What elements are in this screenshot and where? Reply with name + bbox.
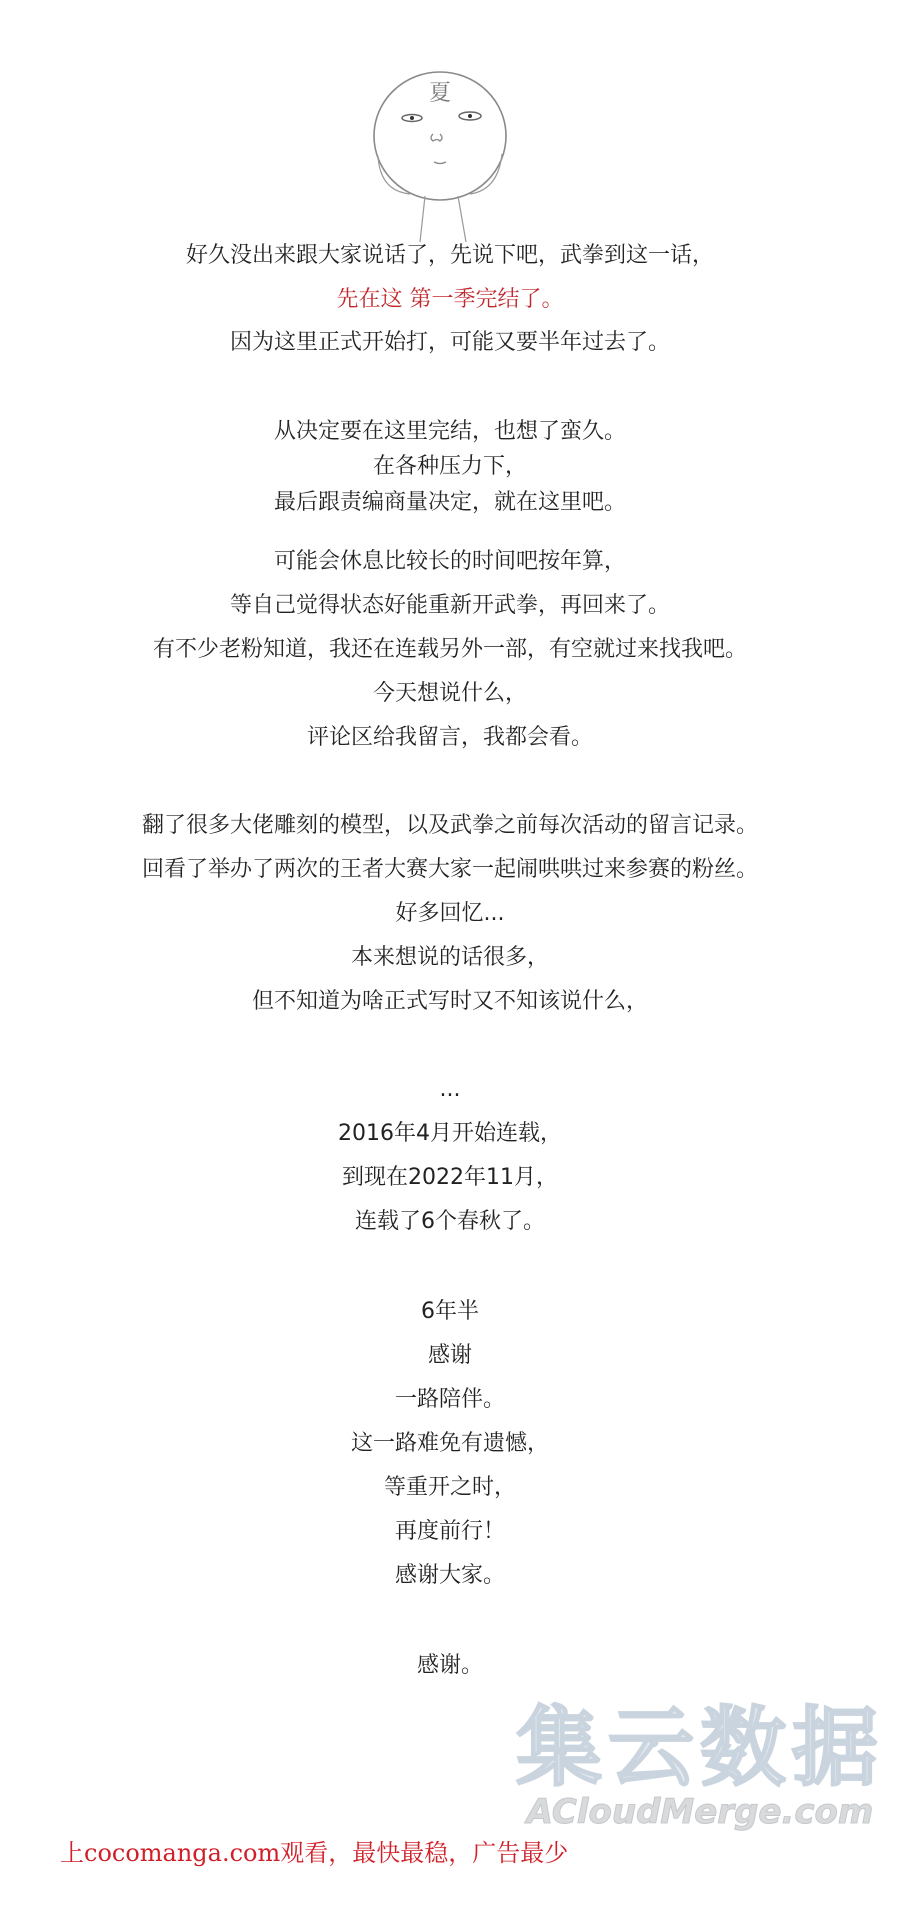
paragraph-line: 再度前行！ [394, 1519, 505, 1544]
paragraph-line: 好多回忆... [395, 901, 505, 926]
paragraph-line: 2016年4月开始连载， [338, 1121, 562, 1146]
watermark-title: 集云数据 [516, 1698, 884, 1798]
closing-line: 感谢。 [416, 1653, 483, 1678]
paragraph-line: 好久没出来跟大家说话了，先说下吧，武拳到这一话， [185, 243, 714, 268]
paragraph-line: 但不知道为啥正式写时又不知该说什么， [251, 989, 648, 1014]
paragraph-line: 感谢大家。 [394, 1563, 505, 1588]
paragraph-line: 等重开之时， [383, 1475, 516, 1500]
paragraph-line: 到现在2022年11月， [342, 1165, 558, 1190]
paragraph-line: 最后跟责编商量决定，就在这里吧。 [273, 490, 626, 515]
paragraph-line: 因为这里正式开始打，可能又要半年过去了。 [229, 330, 670, 355]
paragraph-line: 本来想说的话很多， [350, 945, 549, 970]
paragraph-line: 从决定要在这里完结，也想了蛮久。 [273, 419, 626, 444]
paragraph-line: 可能会休息比较长的时间吧按年算， [273, 549, 626, 574]
paragraph-line: 感谢 [427, 1343, 472, 1368]
watermark-subtitle: ACloudMerge.com [526, 1792, 874, 1832]
paragraph-line: 评论区给我留言，我都会看。 [306, 725, 593, 750]
ellipsis-line: ... [439, 1077, 461, 1102]
paragraph-line: 今天想说什么， [372, 681, 527, 706]
doodle-label: 夏 [428, 81, 452, 106]
footer-ad-link[interactable]: 上cocomanga.com观看，最快最稳，广告最少 [60, 1839, 569, 1867]
paragraph-line: 这一路难免有遗憾， [350, 1431, 549, 1456]
highlight-line: 先在这 第一季完结了。 [336, 287, 564, 312]
watermark-logo [510, 1700, 890, 1830]
doodle-face-icon [370, 66, 510, 246]
paragraph-line: 回看了举办了两次的王者大赛大家一起闹哄哄过来参赛的粉丝。 [141, 857, 758, 882]
paragraph-line: 6年半 [421, 1299, 479, 1324]
paragraph-line: 一路陪伴。 [394, 1387, 505, 1412]
paragraph-line: 等自己觉得状态好能重新开武拳，再回来了。 [229, 593, 670, 618]
paragraph-line: 翻了很多大佬雕刻的模型，以及武拳之前每次活动的留言记录。 [141, 813, 758, 838]
paragraph-line: 在各种压力下， [372, 454, 527, 479]
paragraph-line: 连载了6个春秋了。 [355, 1209, 545, 1234]
paragraph-line: 有不少老粉知道，我还在连载另外一部，有空就过来找我吧。 [152, 637, 747, 662]
